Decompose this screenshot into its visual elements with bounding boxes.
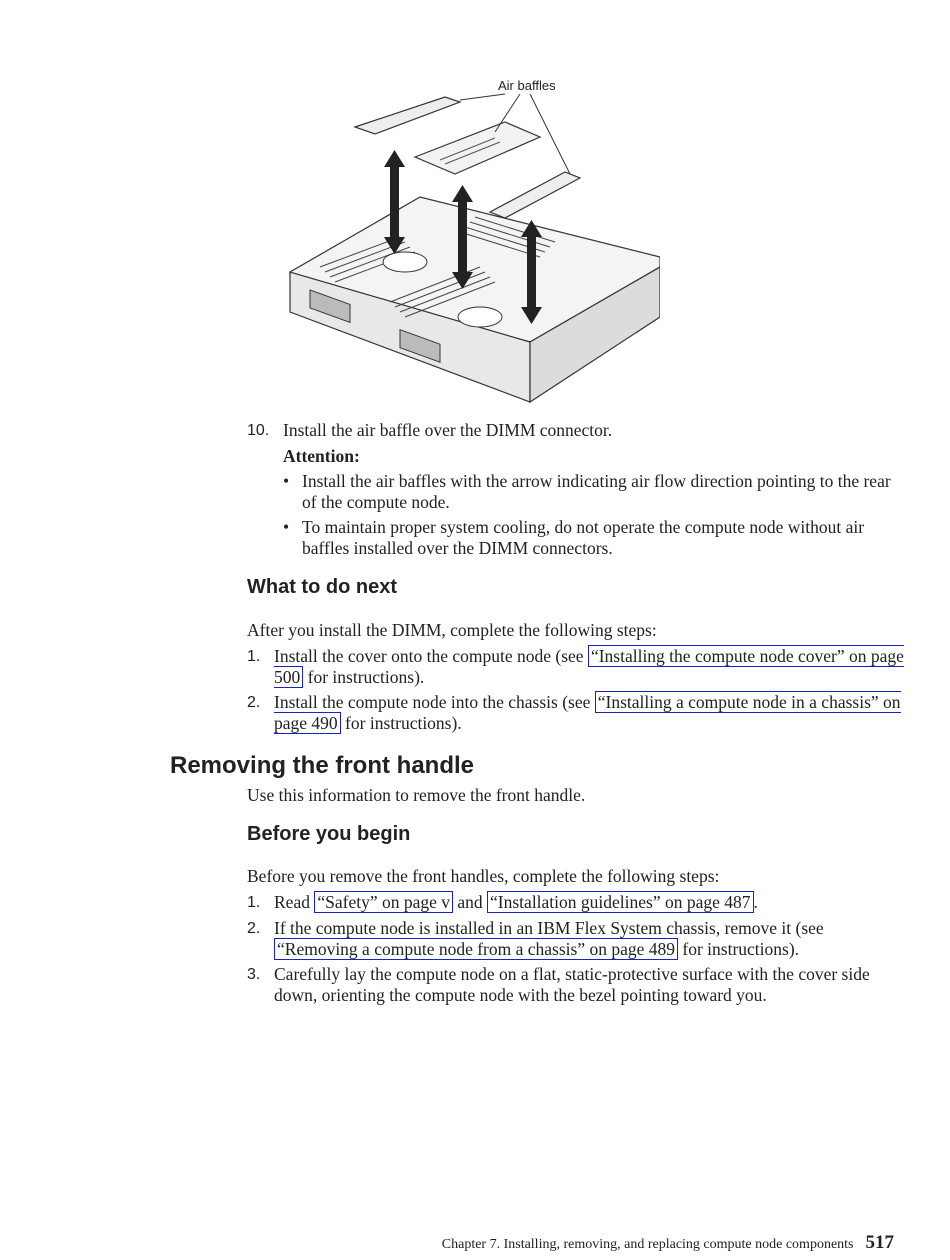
chapter-title: Chapter 7. Installing, removing, and replacing compute node components xyxy=(441,1237,854,1252)
step-text-post: . xyxy=(753,892,758,912)
attention-label xyxy=(247,446,907,467)
step-text-post: for instructions). xyxy=(303,667,425,687)
next-step-1 xyxy=(247,646,907,688)
before-intro: Before you remove the front handles, complete the following steps: xyxy=(247,866,720,886)
step-text: Carefully lay the compute node on a flat, static-protective surface with the cover side down, orienting the compute node with the bezel pointing toward you. xyxy=(274,964,870,1005)
step-text-pre: Install the compute node into the chassis (see xyxy=(274,692,595,712)
step-number: 2. xyxy=(247,920,261,937)
attention-text: Attention: xyxy=(283,446,360,466)
installing-in-chassis-link[interactable]: “Installing a compute node in a chassis” on page 490 xyxy=(274,692,901,733)
bullet-text: Install the air baffles with the arrow indicating air flow direction pointing to the rear of the compute node. xyxy=(302,471,891,512)
step-text-pre: Read xyxy=(274,892,315,912)
safety-link[interactable]: “Safety” on page v xyxy=(314,891,453,913)
before-step-1 xyxy=(247,892,907,913)
before-you-begin-heading: Before you begin xyxy=(247,823,411,845)
removing-from-chassis-link[interactable]: “Removing a compute node from a chassis” on page 489 xyxy=(274,938,678,960)
step-text: Install the air baffle over the DIMM connector. xyxy=(283,420,613,440)
air-baffles-callout: Air baffles xyxy=(498,78,556,93)
step-text xyxy=(274,892,907,913)
step-10 xyxy=(247,420,907,441)
what-next-intro: After you install the DIMM, complete the following steps: xyxy=(247,620,657,640)
bullet-icon: • xyxy=(283,517,290,537)
installing-cover-link[interactable]: “Installing the compute node cover” on page 500 xyxy=(274,646,904,687)
step-number: 3. xyxy=(247,966,261,983)
next-step-2 xyxy=(247,692,907,734)
page-number: 517 xyxy=(865,1232,894,1253)
installation-guidelines-link[interactable]: “Installation guidelines” on page 487 xyxy=(487,891,753,913)
step-text xyxy=(274,918,907,960)
step-number: 10. xyxy=(247,422,270,439)
section-heading: Removing the front handle xyxy=(170,752,475,779)
attention-bullet-1 xyxy=(247,471,907,513)
section-intro: Use this information to remove the front handle. xyxy=(247,785,586,805)
before-step-2 xyxy=(247,918,907,960)
step-text-pre: Install the cover onto the compute node (see xyxy=(274,646,588,666)
step-number: 1. xyxy=(247,648,261,665)
bullet-icon: • xyxy=(283,471,290,491)
page-footer xyxy=(442,1232,894,1254)
step-text-post: for instructions). xyxy=(340,713,462,733)
step-text xyxy=(274,646,907,688)
step-number: 2. xyxy=(247,694,261,711)
air-baffle-installation-illustration xyxy=(280,72,660,412)
step-text xyxy=(274,692,907,734)
before-step-3 xyxy=(247,964,907,1006)
step-number: 1. xyxy=(247,894,261,911)
step-text-post: for instructions). xyxy=(678,939,800,959)
step-text-pre: If the compute node is installed in an IBM Flex System chassis, remove it (see xyxy=(274,918,824,938)
attention-bullet-2 xyxy=(247,517,907,559)
what-to-do-next-heading: What to do next xyxy=(247,576,397,598)
bullet-text: To maintain proper system cooling, do not operate the compute node without air baffles installed over the DIMM connectors. xyxy=(302,517,865,558)
step-text-mid: and xyxy=(453,892,488,912)
